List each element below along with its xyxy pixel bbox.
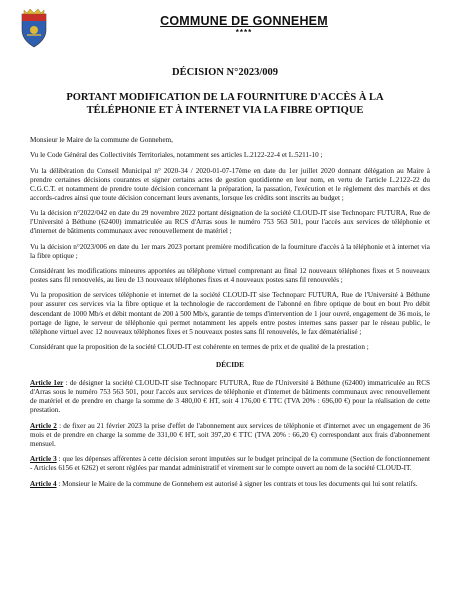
article-paragraph	[30, 480, 430, 489]
preamble-paragraph: Vu la décision n°2023/006 en date du 1er mars 2023 portant première modification de la fourniture d'accès à la téléphonie et à internet via la fibre optique ;	[30, 242, 430, 260]
article-text: : de désigner la société CLOUD-IT sise Technoparc FUTURA, Rue de l'Université à Béthune (62400) immatriculée au RCS d'Arras sous le numéro 753 563 501, pour l'accès aux services de téléphonie et d'internet de bâtiments communaux avec renouvellement de matériel et de prendre en charge la somme de 3 480,00 € HT, soit 4 176,00 € TTC (TVA 20% : 696,00 €) pour la réalisation de cette prestation.	[30, 379, 430, 415]
preamble-paragraph: Considérant les modifications mineures apportées au téléphone virtuel comprenant au final 12 nouveaux téléphones fixes et 5 nouveaux postes sans fil renouvelés, au lieu de 13 nouveaux téléphones fixes et 4 nouveaux postes sans fil renouvelés ;	[30, 266, 430, 285]
article-paragraph	[30, 379, 430, 415]
preamble-paragraph: Vu la décision n°2022/042 en date du 29 novembre 2022 portant désignation de la société CLOUD-IT sise Technoparc FUTURA, Rue de l'Université à Béthune (62400) immatriculée au RCS d'Arras sous le numéro 753 563 501, pour l'accès aux services de téléphonie et d'internet de bâtiments communaux avec renouvellement de matériel ;	[30, 209, 430, 236]
article-heading: Article 3	[30, 455, 57, 464]
decide-heading: DÉCIDE	[216, 361, 244, 370]
article-heading: Article 2	[30, 421, 57, 430]
preamble-paragraph: Considérant que la proposition de la société CLOUD-IT est cohérente en termes de prix et de qualité de la prestation ;	[30, 343, 369, 351]
article-text: : de fixer au 21 février 2023 la prise d'effet de l'abonnement aux services de téléphonie et d'internet avec un engagement de 36 mois et de prendre en charge la somme de 331,00 € HT, soit 397,20 € TTC (TVA 20% : 66,20 €) correspondant aux frais d'abonnement mensuel.	[30, 421, 430, 448]
preamble-paragraph: Vu la proposition de services téléphonie et internet de la société CLOUD-IT sise Technoparc FUTURA, Rue de l'Université à Béthune pour assurer ces services via la fibre optique et la technologie de raccordement de l'abonné en fibre optique de bout en bout Pro débit descendant de 1000 Mb/s et débit montant de 200 à 500 Mb/s, garantie de temps d'intervention de 1 jour ouvré, engagement de 36 mois, le portage de ligne, le serveur de téléphonie qui permet notamment les appels entre postes internes sans passer par le réseau public, le téléphone virtuel avec 12 nouveaux téléphones fixes et 5 nouveaux postes sans fil renouvelés, le fax dématérialisé ;	[30, 291, 430, 336]
article-text: : que les dépenses afférentes à cette décision seront imputées sur le budget principal de la commune (Section de fonctionnement - Articles 6156 et 6262) et seront réglées par mandat administratif et virement sur le compte ouvert au nom de la société CLOUD-IT.	[30, 455, 430, 473]
decision-subject: PORTANT MODIFICATION DE LA FOURNITURE D'ACCÈS À LA TÉLÉPHONIE ET À INTERNET VIA LA FIBRE OPTIQUE	[66, 92, 384, 116]
article-heading: Article 4	[30, 479, 57, 488]
decision-title: DÉCISION N°2023/009	[171, 67, 278, 78]
article-paragraph	[30, 455, 430, 473]
article-text: : Monsieur le Maire de la commune de Gonnehem est autorisé à signer les contrats et tous les documents qui lui sont relatifs.	[56, 479, 418, 488]
preamble-paragraph: Vu la délibération du Conseil Municipal n° 2020-34 / 2020-01-07-17ème en date du 1er juillet 2020 donnant délégation au Maire à prendre certaines décisions courantes et signer certains actes de gestion quotidienne en leur nom, en vertu de l'article L.2122-22 du C.G.C.T. et notamment de prendre toute décision concernant la préparation, la passation, l'exécution et le règlement des marchés et des accords-cadres ainsi que toute décision concernant leurs avenants, lorsque les crédits sont inscrits au budget ;	[30, 166, 430, 202]
preamble-paragraph: Vu le Code Général des Collectivités Territoriales, notamment ses articles L.2122-22-4 et L.5211-10 ;	[30, 151, 323, 160]
preamble-paragraph: Monsieur le Maire de la commune de Gonnehem,	[30, 136, 173, 144]
article-paragraph	[30, 422, 430, 449]
article-heading: Article 1er	[30, 379, 64, 388]
document-body	[30, 136, 430, 495]
header-stars: ****	[235, 28, 253, 37]
commune-name: COMMUNE DE GONNEHEM	[160, 14, 328, 28]
